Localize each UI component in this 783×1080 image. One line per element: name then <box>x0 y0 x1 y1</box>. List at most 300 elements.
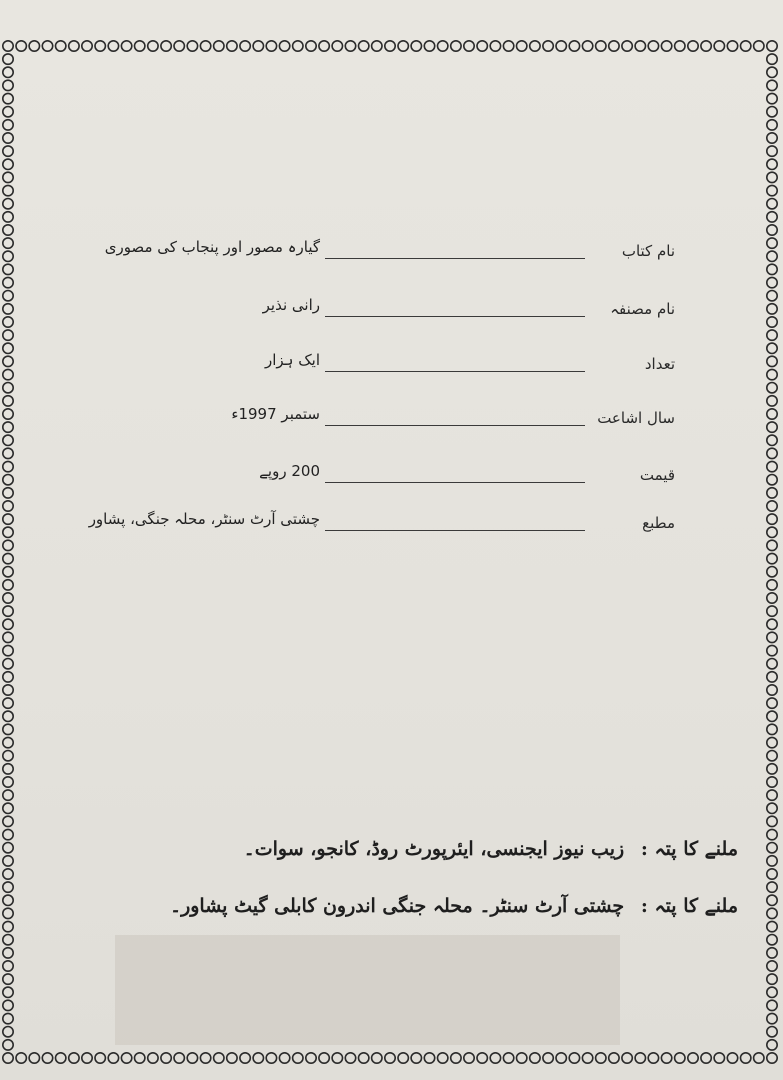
border-ring <box>3 277 13 287</box>
border-ring <box>398 1053 408 1063</box>
border-ring <box>767 212 777 222</box>
border-ring <box>490 1053 500 1063</box>
border-ring <box>688 1053 698 1063</box>
border-ring <box>661 1053 671 1063</box>
detail-label: مطبع <box>642 514 675 532</box>
border-ring <box>266 1053 276 1063</box>
detail-label: قیمت <box>639 466 675 484</box>
border-ring <box>121 1053 131 1063</box>
border-ring <box>503 41 513 51</box>
border-ring <box>306 41 316 51</box>
border-ring <box>517 41 527 51</box>
border-ring <box>767 803 777 813</box>
border-ring <box>767 698 777 708</box>
border-ring <box>3 488 13 498</box>
border-ring <box>767 475 777 485</box>
border-ring <box>530 1053 540 1063</box>
border-ring <box>3 921 13 931</box>
border-ring <box>385 41 395 51</box>
border-ring <box>3 869 13 879</box>
border-ring <box>108 41 118 51</box>
border-ring <box>582 1053 592 1063</box>
border-ring <box>56 41 66 51</box>
border-ring <box>596 41 606 51</box>
border-ring <box>3 501 13 511</box>
border-ring <box>767 1000 777 1010</box>
border-ring <box>95 41 105 51</box>
border-ring <box>424 1053 434 1063</box>
border-ring <box>3 790 13 800</box>
border-ring <box>569 1053 579 1063</box>
detail-value: گیارہ مصور اور پنجاب کی مصوری <box>104 238 320 256</box>
border-ring <box>253 1053 263 1063</box>
border-ring <box>3 185 13 195</box>
border-ring <box>240 1053 250 1063</box>
border-ring <box>253 41 263 51</box>
detail-divider-line <box>325 371 585 372</box>
border-ring <box>135 1053 145 1063</box>
border-ring <box>345 41 355 51</box>
border-ring <box>174 41 184 51</box>
border-ring <box>767 383 777 393</box>
border-ring <box>3 1000 13 1010</box>
border-ring <box>3 41 13 51</box>
border-ring <box>569 41 579 51</box>
detail-label: تعداد <box>644 355 675 373</box>
border-ring <box>3 567 13 577</box>
border-ring <box>359 1053 369 1063</box>
border-ring <box>767 146 777 156</box>
border-ring <box>530 41 540 51</box>
border-ring <box>3 133 13 143</box>
border-ring <box>3 1053 13 1063</box>
border-ring <box>3 356 13 366</box>
detail-divider-line <box>325 425 585 426</box>
border-ring <box>767 251 777 261</box>
border-ring <box>3 698 13 708</box>
border-ring <box>517 1053 527 1063</box>
border-ring <box>214 41 224 51</box>
border-ring <box>56 1053 66 1063</box>
border-ring <box>3 580 13 590</box>
border-ring <box>767 685 777 695</box>
border-ring <box>622 41 632 51</box>
border-ring <box>767 41 777 51</box>
border-ring <box>714 41 724 51</box>
border-ring <box>767 540 777 550</box>
border-ring <box>767 396 777 406</box>
border-ring <box>95 1053 105 1063</box>
border-ring <box>543 41 553 51</box>
border-ring <box>767 843 777 853</box>
border-ring <box>3 593 13 603</box>
border-ring <box>345 1053 355 1063</box>
border-ring <box>714 1053 724 1063</box>
border-ring <box>3 737 13 747</box>
border-ring <box>767 987 777 997</box>
detail-row-quantity <box>115 351 675 387</box>
border-ring <box>767 1027 777 1037</box>
border-ring <box>767 356 777 366</box>
border-ring <box>767 409 777 419</box>
border-ring <box>464 1053 474 1063</box>
border-ring <box>622 1053 632 1063</box>
border-ring <box>477 41 487 51</box>
border-ring <box>306 1053 316 1063</box>
detail-value: ایک ہزار <box>264 351 320 369</box>
border-ring <box>3 987 13 997</box>
border-ring <box>688 41 698 51</box>
border-ring <box>424 41 434 51</box>
border-ring <box>3 67 13 77</box>
border-ring <box>741 41 751 51</box>
border-ring <box>767 974 777 984</box>
border-ring <box>3 54 13 64</box>
border-ring <box>767 225 777 235</box>
border-ring <box>3 330 13 340</box>
detail-divider-line <box>325 482 585 483</box>
border-ring <box>767 645 777 655</box>
border-ring <box>3 882 13 892</box>
border-ring <box>3 659 13 669</box>
border-ring <box>3 829 13 839</box>
border-ring <box>319 41 329 51</box>
border-ring <box>3 107 13 117</box>
detail-value: رانی نذیر <box>262 296 320 314</box>
border-ring <box>29 1053 39 1063</box>
border-ring <box>438 1053 448 1063</box>
border-ring <box>82 1053 92 1063</box>
border-ring <box>754 1053 764 1063</box>
border-ring <box>3 317 13 327</box>
border-ring <box>767 93 777 103</box>
border-ring <box>596 1053 606 1063</box>
border-ring <box>767 435 777 445</box>
border-ring <box>582 41 592 51</box>
border-ring <box>767 54 777 64</box>
border-ring <box>767 737 777 747</box>
border-ring <box>372 41 382 51</box>
border-ring <box>767 448 777 458</box>
border-ring <box>635 1053 645 1063</box>
border-ring <box>3 685 13 695</box>
border-ring <box>675 41 685 51</box>
border-ring <box>767 764 777 774</box>
border-ring <box>372 1053 382 1063</box>
border-ring <box>3 527 13 537</box>
border-ring <box>767 961 777 971</box>
border-ring <box>3 1027 13 1037</box>
border-ring <box>3 383 13 393</box>
border-ring <box>187 1053 197 1063</box>
border-ring <box>3 461 13 471</box>
border-ring <box>293 41 303 51</box>
border-ring <box>438 41 448 51</box>
detail-divider-line <box>325 316 585 317</box>
border-ring <box>3 80 13 90</box>
border-ring <box>3 632 13 642</box>
border-ring <box>767 751 777 761</box>
border-ring <box>767 107 777 117</box>
border-ring <box>319 1053 329 1063</box>
border-ring <box>3 225 13 235</box>
border-ring <box>266 41 276 51</box>
border-ring <box>3 764 13 774</box>
border-ring <box>767 369 777 379</box>
border-ring <box>767 120 777 130</box>
border-ring <box>609 41 619 51</box>
border-ring <box>3 935 13 945</box>
border-ring <box>767 908 777 918</box>
border-ring <box>767 1013 777 1023</box>
border-ring <box>767 711 777 721</box>
border-ring <box>200 1053 210 1063</box>
border-ring <box>411 1053 421 1063</box>
border-ring <box>3 475 13 485</box>
border-ring <box>108 1053 118 1063</box>
border-ring <box>3 751 13 761</box>
border-ring <box>3 672 13 682</box>
border-ring <box>754 41 764 51</box>
border-ring <box>161 1053 171 1063</box>
border-ring <box>3 514 13 524</box>
border-ring <box>556 41 566 51</box>
border-ring <box>727 41 737 51</box>
faded-stamp-area <box>115 935 620 1045</box>
border-ring <box>42 1053 52 1063</box>
border-ring <box>767 199 777 209</box>
border-ring <box>200 41 210 51</box>
border-ring <box>767 632 777 642</box>
border-ring <box>3 619 13 629</box>
border-ring <box>3 803 13 813</box>
border-ring <box>767 659 777 669</box>
border-ring <box>3 448 13 458</box>
border-ring <box>3 711 13 721</box>
address-value: چشتی آرٹ سنٹر۔ محلہ جنگی اندرون کابلی گیٹ پشاور۔ <box>169 895 625 917</box>
detail-value: 200 روپے <box>259 462 320 480</box>
border-ring <box>135 41 145 51</box>
border-ring <box>767 501 777 511</box>
border-ring <box>3 961 13 971</box>
border-ring <box>16 41 26 51</box>
border-ring <box>3 212 13 222</box>
border-ring <box>3 1040 13 1050</box>
border-ring <box>767 133 777 143</box>
border-ring <box>187 41 197 51</box>
border-ring <box>767 724 777 734</box>
border-ring <box>727 1053 737 1063</box>
border-ring <box>3 895 13 905</box>
border-ring <box>767 304 777 314</box>
border-ring <box>767 921 777 931</box>
detail-divider-line <box>325 530 585 531</box>
border-ring <box>3 264 13 274</box>
border-ring <box>3 435 13 445</box>
border-ring <box>767 330 777 340</box>
border-ring <box>767 672 777 682</box>
border-ring <box>767 777 777 787</box>
border-ring <box>741 1053 751 1063</box>
border-ring <box>279 41 289 51</box>
border-ring <box>767 580 777 590</box>
border-ring <box>332 41 342 51</box>
border-ring <box>675 1053 685 1063</box>
availability-address-1 <box>98 838 738 860</box>
border-ring <box>767 816 777 826</box>
border-ring <box>3 856 13 866</box>
border-ring <box>279 1053 289 1063</box>
border-ring <box>3 251 13 261</box>
border-ring <box>767 790 777 800</box>
border-ring <box>767 882 777 892</box>
border-ring <box>767 856 777 866</box>
border-ring <box>767 343 777 353</box>
border-ring <box>701 1053 711 1063</box>
border-ring <box>148 1053 158 1063</box>
border-ring <box>635 41 645 51</box>
detail-row-author <box>115 296 675 332</box>
border-ring <box>543 1053 553 1063</box>
border-ring <box>767 488 777 498</box>
border-ring <box>648 41 658 51</box>
border-ring <box>767 1040 777 1050</box>
border-ring <box>767 619 777 629</box>
border-ring <box>240 41 250 51</box>
border-ring <box>767 67 777 77</box>
border-ring <box>69 41 79 51</box>
border-ring <box>332 1053 342 1063</box>
border-ring <box>477 1053 487 1063</box>
border-ring <box>767 185 777 195</box>
address-label: ملنے کا پتہ : <box>640 838 738 860</box>
border-ring <box>767 895 777 905</box>
border-ring <box>767 238 777 248</box>
border-ring <box>161 41 171 51</box>
detail-value: چشتی آرٹ سنٹر، محلہ جنگی، پشاور <box>88 510 320 528</box>
border-ring <box>29 41 39 51</box>
border-ring <box>3 172 13 182</box>
border-ring <box>767 593 777 603</box>
border-ring <box>3 343 13 353</box>
border-ring <box>148 41 158 51</box>
border-ring <box>3 396 13 406</box>
border-ring <box>767 514 777 524</box>
detail-row-book-title <box>104 238 675 274</box>
border-ring <box>767 1053 777 1063</box>
border-ring <box>451 41 461 51</box>
detail-row-price <box>115 462 675 498</box>
border-ring <box>767 317 777 327</box>
border-ring <box>767 80 777 90</box>
border-ring <box>3 606 13 616</box>
detail-label: نام مصنفہ <box>610 300 675 318</box>
border-ring <box>767 948 777 958</box>
border-ring <box>3 816 13 826</box>
border-ring <box>767 291 777 301</box>
border-ring <box>503 1053 513 1063</box>
border-ring <box>3 120 13 130</box>
border-ring <box>767 829 777 839</box>
border-ring <box>767 159 777 169</box>
border-ring <box>3 238 13 248</box>
border-ring <box>490 41 500 51</box>
border-ring <box>3 843 13 853</box>
detail-label: نام کتاب <box>621 242 675 260</box>
border-ring <box>451 1053 461 1063</box>
border-ring <box>3 159 13 169</box>
border-ring <box>767 277 777 287</box>
border-ring <box>3 93 13 103</box>
border-ring <box>767 264 777 274</box>
border-ring <box>701 41 711 51</box>
border-ring <box>214 1053 224 1063</box>
border-ring <box>3 645 13 655</box>
border-ring <box>227 41 237 51</box>
border-ring <box>69 1053 79 1063</box>
border-ring <box>767 422 777 432</box>
border-ring <box>648 1053 658 1063</box>
border-ring <box>3 369 13 379</box>
address-value: زیب نیوز ایجنسی، ایئرپورٹ روڈ، کانجو، سوات۔ <box>243 838 625 860</box>
border-ring <box>82 41 92 51</box>
border-ring <box>3 777 13 787</box>
border-ring <box>3 1013 13 1023</box>
border-ring <box>174 1053 184 1063</box>
detail-divider-line <box>325 258 585 259</box>
border-ring <box>121 41 131 51</box>
border-ring <box>3 948 13 958</box>
border-ring <box>3 199 13 209</box>
border-ring <box>767 869 777 879</box>
border-ring <box>661 41 671 51</box>
border-ring <box>411 41 421 51</box>
address-label: ملنے کا پتہ : <box>640 895 738 917</box>
detail-value: ستمبر 1997ء <box>231 405 320 423</box>
availability-address-2 <box>98 895 738 917</box>
border-ring <box>3 974 13 984</box>
border-ring <box>3 553 13 563</box>
border-ring <box>3 146 13 156</box>
border-ring <box>3 422 13 432</box>
border-ring <box>3 540 13 550</box>
border-ring <box>398 41 408 51</box>
border-ring <box>3 291 13 301</box>
border-ring <box>3 304 13 314</box>
detail-row-printer <box>88 510 675 546</box>
border-ring <box>464 41 474 51</box>
border-ring <box>3 908 13 918</box>
border-ring <box>609 1053 619 1063</box>
border-ring <box>3 409 13 419</box>
border-ring <box>767 553 777 563</box>
border-ring <box>359 41 369 51</box>
detail-label: سال اشاعت <box>597 409 675 427</box>
border-ring <box>385 1053 395 1063</box>
border-ring <box>556 1053 566 1063</box>
border-ring <box>16 1053 26 1063</box>
border-ring <box>767 935 777 945</box>
border-ring <box>767 606 777 616</box>
border-ring <box>767 461 777 471</box>
border-ring <box>767 567 777 577</box>
border-ring <box>227 1053 237 1063</box>
border-ring <box>42 41 52 51</box>
border-ring <box>3 724 13 734</box>
border-ring <box>293 1053 303 1063</box>
border-ring <box>767 172 777 182</box>
border-ring <box>767 527 777 537</box>
